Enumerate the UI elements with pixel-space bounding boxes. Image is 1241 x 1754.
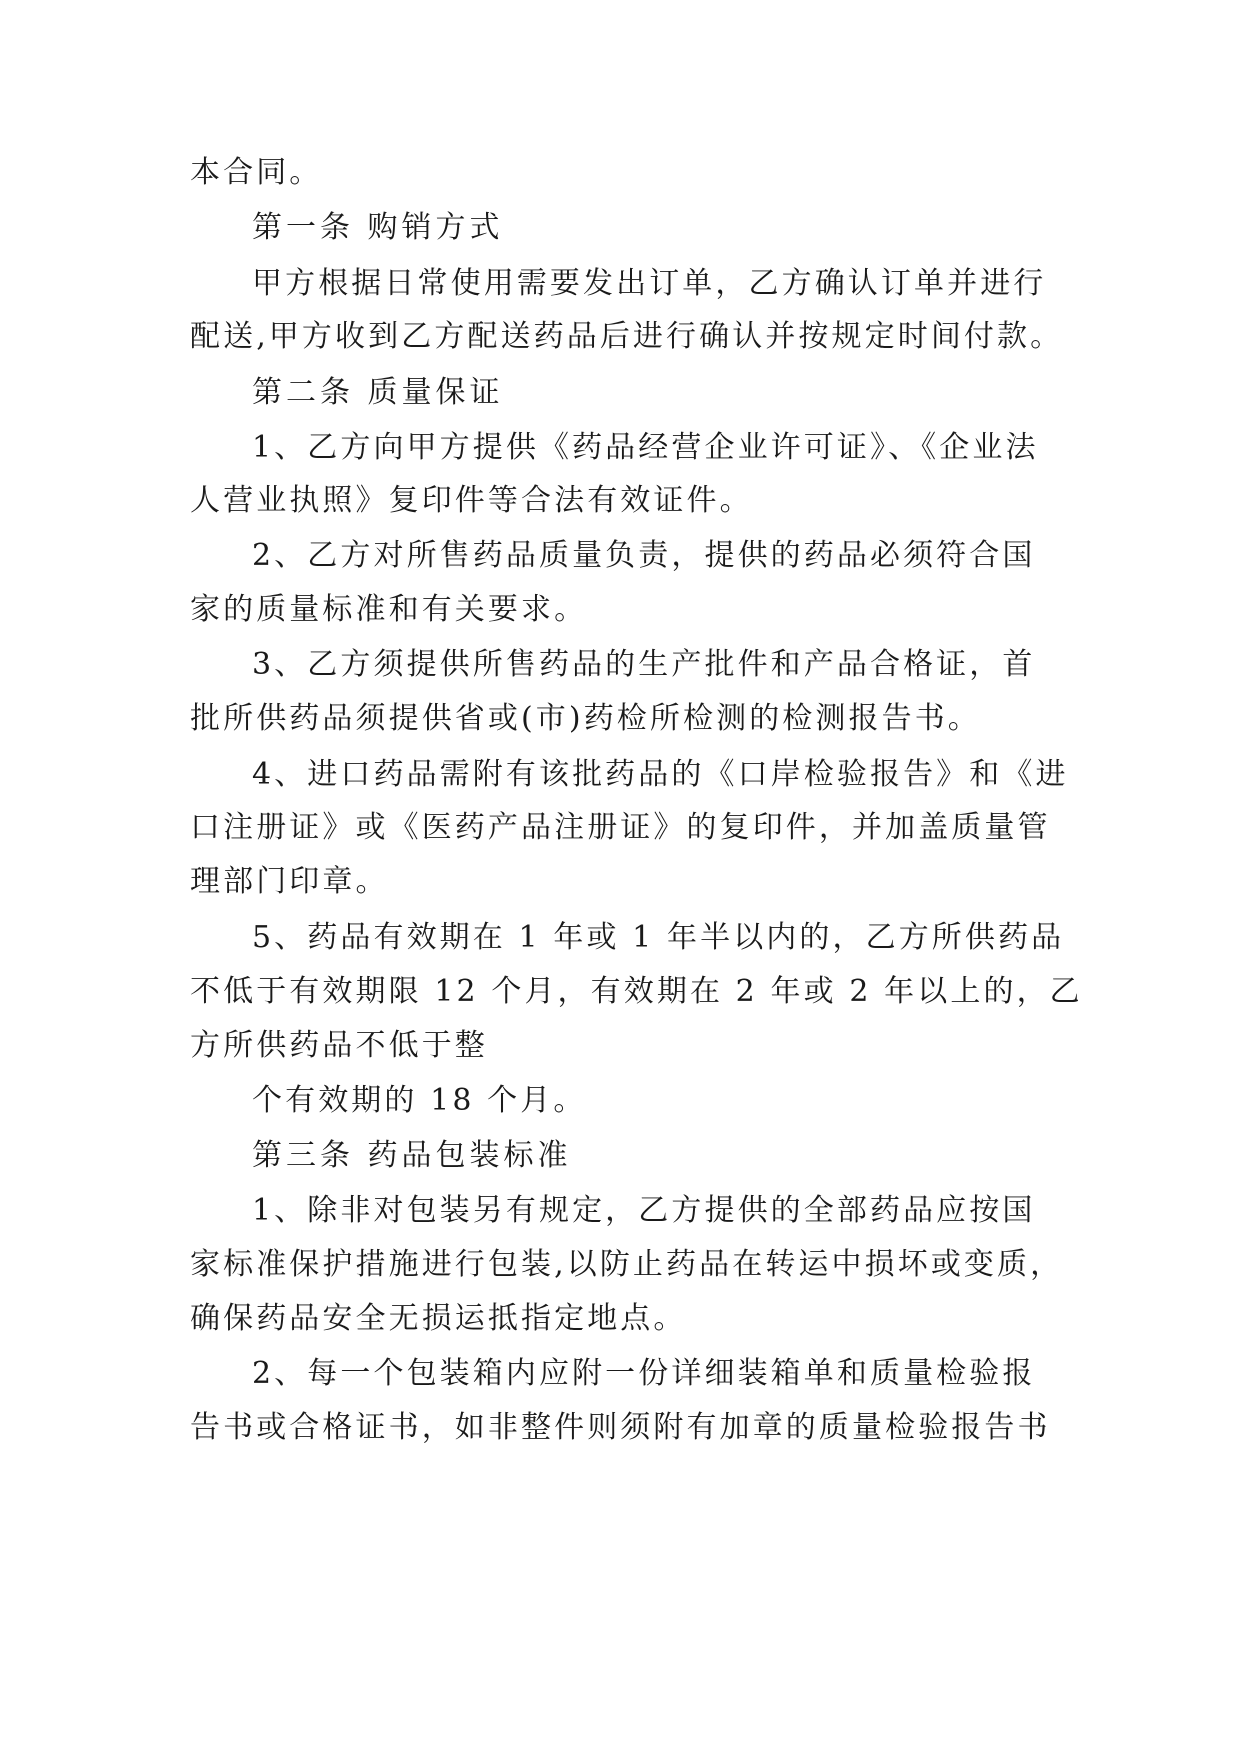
paragraph-line: 1、乙方向甲方提供《药品经营企业许可证》、《企业法 <box>252 430 1039 465</box>
paragraph-line: 确保药品安全无损运抵指定地点。 <box>190 1301 687 1336</box>
paragraph-line: 方所供药品不低于整 <box>190 1028 488 1063</box>
paragraph-line: 1、除非对包装另有规定，乙方提供的全部药品应按国 <box>252 1193 1036 1228</box>
article-heading: 第二条 质量保证 <box>252 375 504 410</box>
paragraph-line: 不低于有效期限 12 个月，有效期在 2 年或 2 年以上的，乙 <box>190 974 1083 1009</box>
paragraph-line: 5、药品有效期在 1 年或 1 年半以内的，乙方所供药品 <box>252 920 1065 955</box>
article-heading: 第一条 购销方式 <box>252 210 504 245</box>
paragraph-line: 口注册证》或《医药产品注册证》的复印件，并加盖质量管 <box>190 810 1051 845</box>
paragraph-line: 本合同。 <box>190 155 323 190</box>
paragraph-line: 4、进口药品需附有该批药品的《口岸检验报告》和《进 <box>252 757 1069 792</box>
paragraph-line: 家的质量标准和有关要求。 <box>190 592 588 627</box>
paragraph-line: 人营业执照》复印件等合法有效证件。 <box>190 483 753 518</box>
paragraph-line: 3、乙方须提供所售药品的生产批件和产品合格证，首 <box>252 647 1036 682</box>
paragraph-line: 2、每一个包装箱内应附一份详细装箱单和质量检验报 <box>252 1356 1036 1391</box>
paragraph-line: 配送,甲方收到乙方配送药品后进行确认并按规定时间付款。 <box>190 319 1064 354</box>
paragraph-line: 家标准保护措施进行包装,以防止药品在转运中损坏或变质， <box>190 1247 1064 1282</box>
paragraph-line: 告书或合格证书，如非整件则须附有加章的质量检验报告书 <box>190 1410 1051 1445</box>
paragraph-line: 理部门印章。 <box>190 864 389 899</box>
article-heading: 第三条 药品包装标准 <box>252 1138 572 1173</box>
paragraph-line: 个有效期的 18 个月。 <box>252 1083 587 1118</box>
paragraph-line: 批所供药品须提供省或(市)药检所检测的检测报告书。 <box>190 701 981 736</box>
paragraph-line: 2、乙方对所售药品质量负责，提供的药品必须符合国 <box>252 538 1036 573</box>
paragraph-line: 甲方根据日常使用需要发出订单，乙方确认订单并进行 <box>252 266 1047 301</box>
